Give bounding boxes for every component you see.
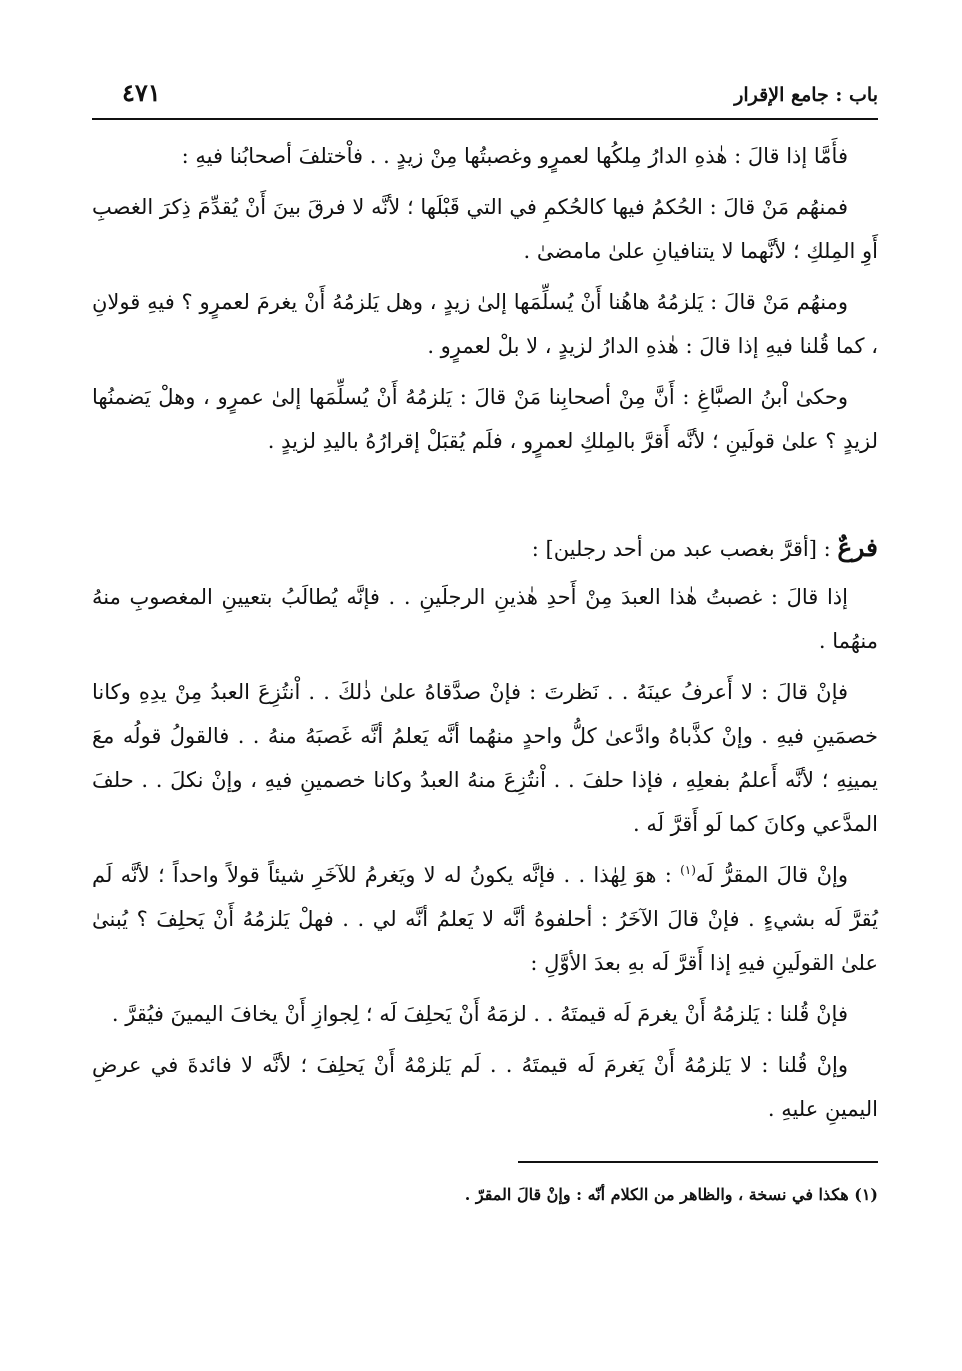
page-number: ٤٧١ — [122, 78, 161, 107]
paragraph: إذا قالَ : غصبتُ هٰذا العبدَ مِنْ أَحدِ هٰذينِ الرجلَينِ . . فإنَّه يُطالَبُ بتعيينِ المغصوبِ منهُ منهُما . — [92, 585, 878, 653]
footnote — [92, 1185, 878, 1204]
paragraph-with-note — [92, 853, 878, 985]
chapter-title: باب : جامع الإقرار — [734, 84, 878, 106]
footnote-marker: (١) — [680, 863, 696, 877]
footnote-rule — [518, 1161, 878, 1163]
paragraph: ومنهُم مَنْ قالَ : يَلزمُهُ هاهُنا أَنْ يُسلِّمَها إلىٰ زيدٍ ، وهل يَلزمُهُ أَنْ يغرمَ لعمرٍو ؟ فيهِ قولانِ ، كما قُلنا فيهِ إذا قالَ : هٰذهِ الدارُ لزيدٍ ، لا بلْ لعمرٍو . — [92, 290, 878, 358]
branch-keyword: فرعٌ — [837, 533, 878, 562]
paragraph: فأَمَّا إذا قالَ : هٰذهِ الدارُ مِلكُها لعمرٍو وغصبتُها مِنْ زيدٍ . . فاْختلفَ أصحابُنا فيهِ : — [181, 144, 848, 168]
footnote-number: (١) — [854, 1185, 878, 1204]
footnote-text: هكذا في نسخة ، والظاهر من الكلام أنّه : وإنْ قالَ المقرّ . — [464, 1185, 849, 1204]
paragraph: فإنْ قُلنا : يَلزمُهُ أَنْ يغرمَ لَه قيمتَهُ . . لزمَهُ أَنْ يَحلِفَ لَه ؛ لِجوازِ أَنْ يخافَ اليمينَ فيُقرَّ . — [111, 1002, 848, 1026]
branch-heading — [92, 526, 878, 571]
paragraph-text: وإنْ قالَ المقرُّ لَه — [695, 863, 848, 887]
branch-title: : [أقرَّ بغصب عبد من أحد رجلين] : — [531, 537, 838, 561]
paragraph: وحكىٰ اْبنُ الصبَّاغِ : أَنَّ مِنْ أصحابِنا مَنْ قالَ : يَلزمُهُ أَنْ يُسلِّمَها إلىٰ عمرٍو ، وهلْ يَضمنُها لزيدٍ ؟ علىٰ قولَينِ ؛ لأنَّه أَقرَّ بالمِلكِ لعمرٍو ، فلَم يُقبَلْ إقرارُهُ باليدِ لزيدٍ . — [92, 385, 878, 453]
paragraph: فإنْ قالَ : لا أَعرفُ عينَهُ . . نَظرتَ : فإنْ صدَّقاهُ علىٰ ذٰلكَ . . اْنتُزِعَ العبدُ مِنْ يدِهِ وكانا خصمَينِ فيهِ . وإنْ كذَّباهُ وادَّعىٰ كلُّ واحدٍ منهُما أنَّه يَعلمُ أنَّه غَصبَهُ منهُ . . فالقولُ قولُه معَ يمينِهِ ؛ لأنَّه أَعلمُ بفعلِهِ ، فإذا حلفَ . . اْنتُزِعَ منهُ العبدُ وكانا خصمينِ فيهِ ، وإنْ نكلَ . . حلفَ المدَّعي وكانَ كما لَو أَقرَّ لَه . — [92, 680, 878, 836]
paragraph: فمنهُم مَنْ قالَ : الحُكمُ فيها كالحُكمِ في التي قَبْلَها ؛ لأنَّه لا فرقَ بينَ أَنْ يُقدِّمَ ذِكرَ الغصبِ أَوِ المِلكِ ؛ لأنَّهما لا يتنافيانِ علىٰ مامضىٰ . — [92, 195, 878, 263]
main-text — [92, 134, 878, 1131]
section-gap — [92, 470, 878, 526]
header-rule — [92, 118, 878, 120]
paragraph: وإنْ قُلنا : لا يَلزمُهُ أَنْ يَغرمَ لَه قيمتَهُ . . لَم يَلزمْهُ أَنْ يَحلِفَ ؛ لأنَّه لا فائدةَ في عرضِ اليمينِ عليهِ . — [92, 1053, 878, 1121]
paragraph-text: : هوَ لِهٰذا . . فإنَّه يكونُ له لا ويَغرمُ للآخَرِ شيئاً قولاً واحداً ؛ لأنَّه لَم يُقرَّ لَه بشيءٍ . فإنْ قالَ الآخَرُ : أحلفوهُ أنَّه لا يَعلمُ أنَّه لي . . فهلْ يَلزمُهُ أَنْ يَحلِفَ ؟ يُبنىٰ علىٰ القولَينِ فيهِ إذا أَقرَّ لَه بهِ بعدَ الأوَّلِ : — [92, 863, 878, 975]
page-header — [92, 78, 878, 110]
page — [92, 78, 878, 1204]
